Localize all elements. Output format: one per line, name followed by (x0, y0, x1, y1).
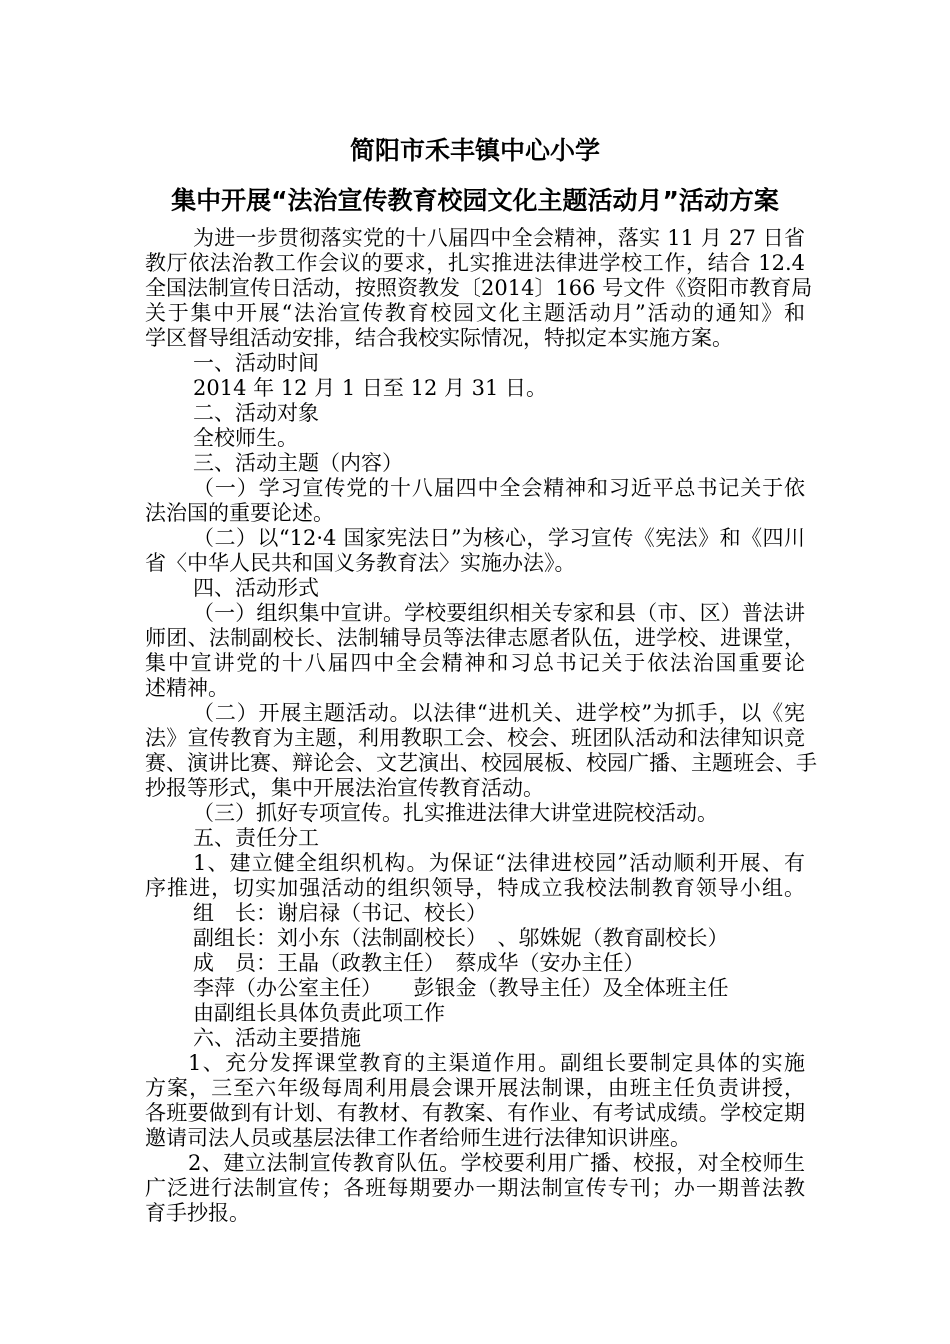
body-line: 抄报等形式，集中开展法治宣传教育活动。 (145, 776, 544, 800)
title-plan: 集中开展“法治宣传教育校园文化主题活动月”活动方案 (171, 186, 779, 215)
members-line: 李萍（办公室主任） 彭银金（教导主任）及全体班主任 (193, 976, 729, 1000)
body-line: 广泛进行法制宣传；各班每期要办一期法制宣传专刊；办一期普法教 (145, 1176, 805, 1200)
section-heading: 四、活动形式 (193, 576, 319, 600)
body-line: （二）以“12·4 国家宪法日”为核心，学习宣传《宪法》和《四川 (193, 526, 805, 550)
body-line: 为进一步贯彻落实党的十八届四中全会精神，落实 11 月 27 日省 (193, 226, 805, 250)
body-line: 师团、法制副校长、法制辅导员等法律志愿者队伍，进学校、进课堂， (145, 626, 805, 650)
body-line: 全校师生。 (193, 426, 298, 450)
body-line: 赛、演讲比赛、辩论会、文艺演出、校园展板、校园广播、主题班会、手 (145, 751, 817, 775)
body-line: 由副组长具体负责此项工作 (193, 1001, 445, 1025)
body-line: 关于集中开展“法治宣传教育校园文化主题活动月”活动的通知》和 (145, 301, 805, 325)
body-line: （三）抓好专项宣传。扎实推进法律大讲堂进院校活动。 (193, 801, 718, 825)
body-line: 述精神。 (145, 676, 229, 700)
section-heading: 五、责任分工 (193, 826, 319, 850)
body-line: 序推进，切实加强活动的组织领导，特成立我校法制教育领导小组。 (145, 876, 805, 900)
body-line: 全国法制宣传日活动，按照资教发〔2014〕166 号文件《资阳市教育局 (145, 276, 813, 300)
body-line: 邀请司法人员或基层法律工作者给师生进行法律知识讲座。 (145, 1126, 691, 1150)
section-heading: 二、活动对象 (193, 401, 319, 425)
body-line: 教厅依法治教工作会议的要求，扎实推进法律进学校工作，结合 12.4 (145, 251, 805, 275)
body-line: 育手抄报。 (145, 1201, 250, 1225)
body-line: （二）开展主题活动。以法律“进机关、进学校”为抓手，以《宪 (193, 701, 805, 725)
body-line: 集中宣讲党的十八届四中全会精神和习总书记关于依法治国重要论 (145, 651, 805, 675)
body-line: 省〈中华人民共和国义务教育法〉实施办法》。 (145, 551, 576, 575)
section-heading: 一、活动时间 (193, 351, 319, 375)
body-line: 学区督导组活动安排，结合我校实际情况，特拟定本实施方案。 (145, 326, 733, 350)
body-line: 2、建立法制宣传教育队伍。学校要利用广播、校报，对全校师生 (188, 1151, 805, 1175)
title-school: 简阳市禾丰镇中心小学 (349, 136, 600, 165)
body-line: 2014 年 12 月 1 日至 12 月 31 日。 (193, 376, 548, 400)
members-line: 成 员：王晶（政教主任） 蔡成华（安办主任） (193, 951, 645, 975)
body-line: 法》宣传教育为主题，利用教职工会、校会、班团队活动和法律知识竞 (145, 726, 805, 750)
body-line: 各班要做到有计划、有教材、有教案、有作业、有考试成绩。学校定期 (145, 1101, 805, 1125)
body-line: （一）学习宣传党的十八届四中全会精神和习近平总书记关于依 (193, 476, 805, 500)
body-line: 方案，三至六年级每周利用晨会课开展法制课，由班主任负责讲授， (145, 1076, 805, 1100)
section-heading: 三、活动主题（内容） (193, 451, 403, 475)
body-line: 1、建立健全组织机构。为保证“法律进校园”活动顺利开展、有 (193, 851, 805, 875)
deputy-leader-line: 副组长：刘小东（法制副校长） 、邬姝妮（教育副校长） (193, 926, 729, 950)
body-line: 法治国的重要论述。 (145, 501, 334, 525)
body-line: （一）组织集中宣讲。学校要组织相关专家和县（市、区）普法讲 (193, 601, 805, 625)
body-line: 1、充分发挥课堂教育的主渠道作用。副组长要制定具体的实施 (188, 1051, 805, 1075)
section-heading: 六、活动主要措施 (193, 1026, 361, 1050)
leader-line: 组 长：谢启禄（书记、校长） (193, 901, 487, 925)
